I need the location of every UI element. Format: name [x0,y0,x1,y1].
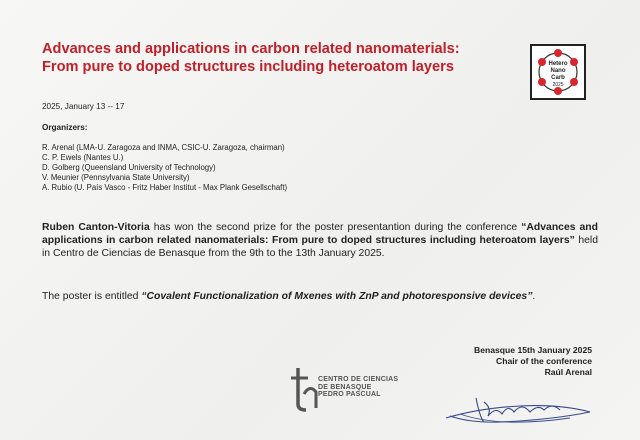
signature-place-date: Benasque 15th January 2025 [474,345,592,355]
handwritten-signature [440,388,596,430]
organizers-heading: Organizers: [42,123,88,132]
stamp-line-3: PEDRO PASCUAL [318,391,381,399]
title-line-1: Advances and applications in carbon related nanomaterials: [42,41,460,57]
conference-logo [530,44,586,100]
logo-text-2: Nano [550,68,566,74]
logo-text-1: Hetero [548,61,568,67]
organizer-item: V. Meunier (Pennsylvania State University) [42,173,190,183]
stamp-line-1: CENTRO DE CIENCIAS [318,376,399,383]
stamp-text [318,376,398,399]
signature-block [474,345,592,378]
conference-dates: 2025, January 13 -- 17 [42,102,125,111]
winner-name: Ruben Canton-Vitoria [42,222,150,233]
logo-text-4: 2025 [552,82,564,88]
stamp-line-2: DE BENASQUE [318,383,372,391]
award-text-1: has won the second prize for the poster presentantion during the conference [149,222,522,233]
poster-end: . [532,291,536,302]
poster-intro: The poster is entitled [42,291,142,302]
signature-role: Chair of the conference [496,356,592,366]
logo-graphic [532,46,584,98]
conference-title [42,40,512,76]
organizer-item: C. P. Ewels (Nantes U.) [42,153,124,163]
poster-title: “Covalent Functionalization of Mxenes with ZnP and photoresponsive devices” [141,291,533,302]
organizer-item: R. Arenal (LMA-U. Zaragoza and INMA, CSIC-U. Zaragoza, chairman) [42,143,285,152]
organizer-item: D. Golberg (Queensland University of Technology) [42,163,216,173]
benasque-stamp-icon [286,364,320,414]
title-line-2: From pure to doped structures including heteroatom layers [42,59,454,75]
poster-paragraph [42,290,598,303]
organizers-list [42,143,287,193]
award-paragraph [42,221,598,261]
conference-name: “Advances and applications in carbon related nanomaterials: From pure to doped structures including heteroatom layers” [42,222,598,247]
signature-name: Raúl Arenal [544,367,592,377]
award-text-2: held in Centro de Ciencias de Benasque from the 9th to the 13th January 2025. [42,235,598,260]
organizer-item: A. Rubio (U. País Vasco - Fritz Haber Institut - Max Plank Gesellschaft) [42,183,288,193]
logo-text-3: Carb [551,75,565,81]
